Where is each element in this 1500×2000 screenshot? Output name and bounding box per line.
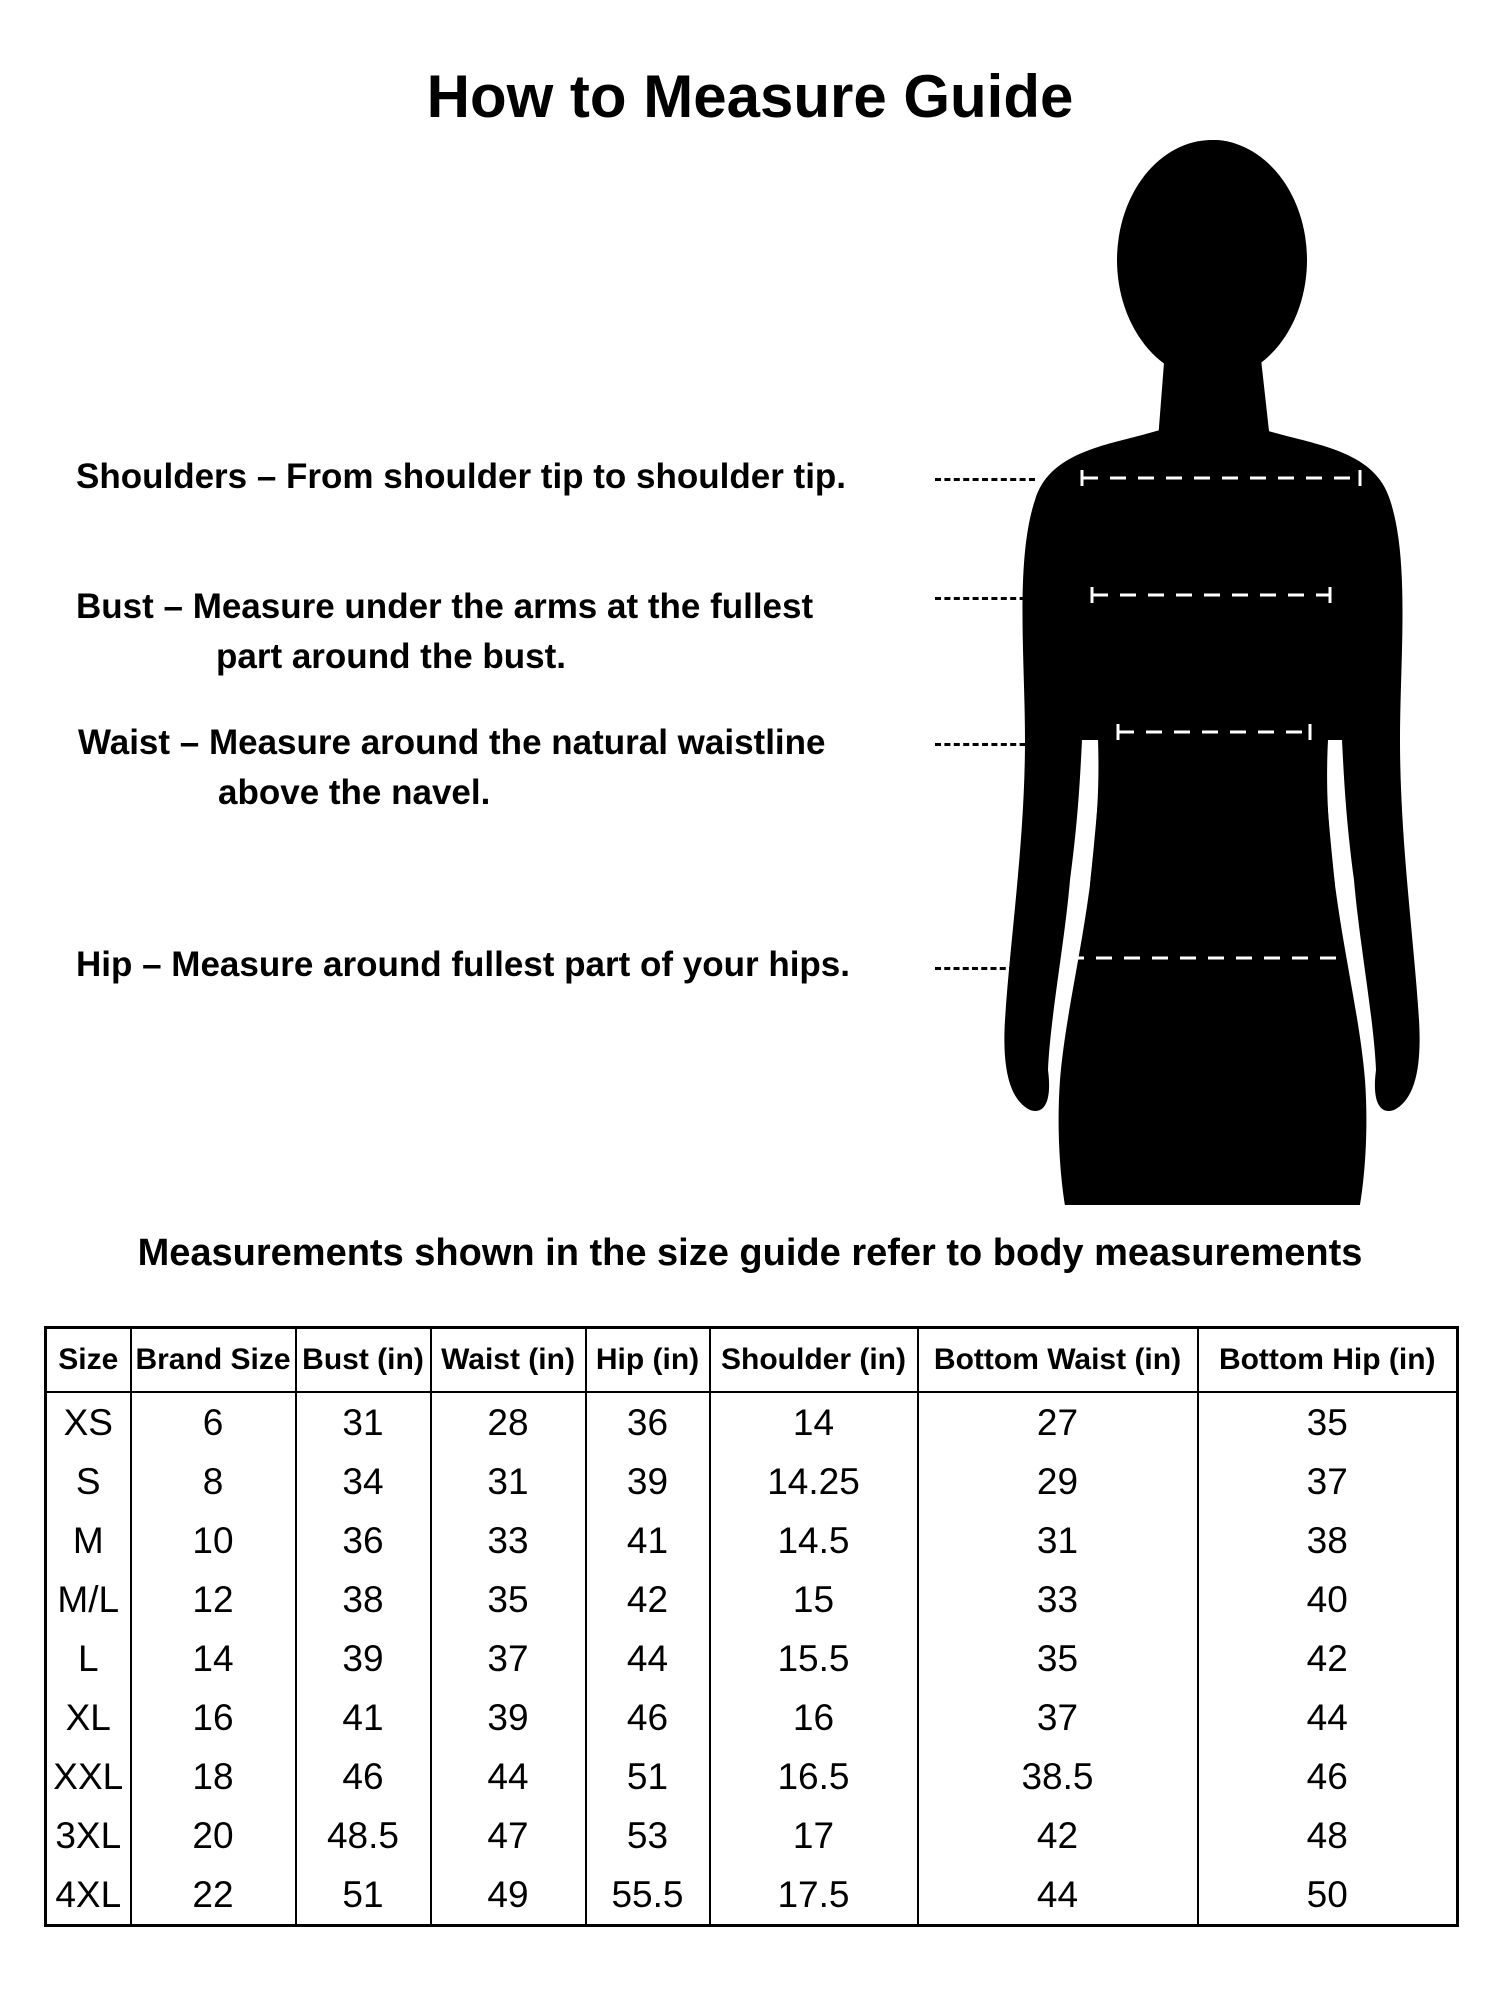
table-row xyxy=(46,1452,1458,1511)
cell-hip: 51 xyxy=(586,1747,710,1806)
cell-size: 3XL xyxy=(46,1806,131,1865)
cell-shoulder: 16.5 xyxy=(710,1747,918,1806)
cell-bottom-waist: 35 xyxy=(918,1629,1198,1688)
header-bottom-hip: Bottom Hip (in) xyxy=(1198,1328,1458,1393)
instruction-bust-text: Bust – Measure under the arms at the fullest xyxy=(76,587,814,626)
header-shoulder: Shoulder (in) xyxy=(710,1328,918,1393)
cell-shoulder: 14.25 xyxy=(710,1452,918,1511)
cell-waist: 31 xyxy=(431,1452,586,1511)
cell-brand-size: 20 xyxy=(131,1806,296,1865)
cell-brand-size: 14 xyxy=(131,1629,296,1688)
cell-waist: 35 xyxy=(431,1570,586,1629)
cell-bust: 41 xyxy=(296,1688,431,1747)
instruction-waist-text-2: above the navel. xyxy=(218,773,491,812)
cell-brand-size: 6 xyxy=(131,1392,296,1452)
table-row xyxy=(46,1629,1458,1688)
cell-shoulder: 16 xyxy=(710,1688,918,1747)
cell-bottom-waist: 38.5 xyxy=(918,1747,1198,1806)
instruction-waist xyxy=(78,718,826,818)
table-row xyxy=(46,1511,1458,1570)
cell-size: S xyxy=(46,1452,131,1511)
cell-bust: 31 xyxy=(296,1392,431,1452)
cell-bottom-hip: 44 xyxy=(1198,1688,1458,1747)
instruction-bust-text-2: part around the bust. xyxy=(216,637,566,676)
cell-waist: 44 xyxy=(431,1747,586,1806)
cell-brand-size: 12 xyxy=(131,1570,296,1629)
cell-brand-size: 10 xyxy=(131,1511,296,1570)
instruction-hip-text: Hip – Measure around fullest part of your hips. xyxy=(76,945,850,984)
cell-size: M/L xyxy=(46,1570,131,1629)
cell-bottom-hip: 50 xyxy=(1198,1865,1458,1926)
cell-bottom-hip: 35 xyxy=(1198,1392,1458,1452)
cell-shoulder: 17 xyxy=(710,1806,918,1865)
instruction-bust xyxy=(76,582,813,682)
cell-bottom-waist: 27 xyxy=(918,1392,1198,1452)
cell-bust: 34 xyxy=(296,1452,431,1511)
cell-waist: 47 xyxy=(431,1806,586,1865)
page-title: How to Measure Guide xyxy=(426,63,1074,130)
instruction-waist-text: Waist – Measure around the natural waistline xyxy=(78,723,826,762)
cell-bottom-waist: 33 xyxy=(918,1570,1198,1629)
cell-size: L xyxy=(46,1629,131,1688)
cell-hip: 46 xyxy=(586,1688,710,1747)
cell-hip: 39 xyxy=(586,1452,710,1511)
table-row xyxy=(46,1570,1458,1629)
cell-bust: 46 xyxy=(296,1747,431,1806)
table-row xyxy=(46,1688,1458,1747)
cell-shoulder: 15.5 xyxy=(710,1629,918,1688)
cell-waist: 33 xyxy=(431,1511,586,1570)
cell-bottom-hip: 48 xyxy=(1198,1806,1458,1865)
cell-bottom-waist: 44 xyxy=(918,1865,1198,1926)
header-bust: Bust (in) xyxy=(296,1328,431,1393)
cell-shoulder: 14 xyxy=(710,1392,918,1452)
cell-bottom-waist: 31 xyxy=(918,1511,1198,1570)
table-row xyxy=(46,1865,1458,1926)
cell-bust: 36 xyxy=(296,1511,431,1570)
cell-shoulder: 17.5 xyxy=(710,1865,918,1926)
table-row xyxy=(46,1806,1458,1865)
cell-bottom-hip: 38 xyxy=(1198,1511,1458,1570)
cell-hip: 41 xyxy=(586,1511,710,1570)
cell-bottom-hip: 42 xyxy=(1198,1629,1458,1688)
cell-size: XXL xyxy=(46,1747,131,1806)
cell-brand-size: 22 xyxy=(131,1865,296,1926)
cell-bottom-waist: 37 xyxy=(918,1688,1198,1747)
cell-bust: 38 xyxy=(296,1570,431,1629)
cell-waist: 39 xyxy=(431,1688,586,1747)
cell-brand-size: 16 xyxy=(131,1688,296,1747)
cell-hip: 53 xyxy=(586,1806,710,1865)
cell-bottom-waist: 42 xyxy=(918,1806,1198,1865)
header-size: Size xyxy=(46,1328,131,1393)
cell-waist: 49 xyxy=(431,1865,586,1926)
size-chart-table xyxy=(44,1326,1459,1927)
cell-bottom-hip: 46 xyxy=(1198,1747,1458,1806)
cell-waist: 28 xyxy=(431,1392,586,1452)
cell-bottom-hip: 40 xyxy=(1198,1570,1458,1629)
cell-bottom-hip: 37 xyxy=(1198,1452,1458,1511)
header-bottom-waist: Bottom Waist (in) xyxy=(918,1328,1198,1393)
table-row xyxy=(46,1747,1458,1806)
cell-size: 4XL xyxy=(46,1865,131,1926)
cell-size: XS xyxy=(46,1392,131,1452)
cell-bust: 48.5 xyxy=(296,1806,431,1865)
cell-bottom-waist: 29 xyxy=(918,1452,1198,1511)
header-brand-size: Brand Size xyxy=(131,1328,296,1393)
cell-shoulder: 15 xyxy=(710,1570,918,1629)
header-waist: Waist (in) xyxy=(431,1328,586,1393)
cell-hip: 55.5 xyxy=(586,1865,710,1926)
size-guide-subtitle: Measurements shown in the size guide refer to body measurements xyxy=(137,1232,1363,1274)
table-header-row xyxy=(46,1328,1458,1393)
cell-waist: 37 xyxy=(431,1629,586,1688)
header-hip: Hip (in) xyxy=(586,1328,710,1393)
instruction-shoulders-text: Shoulders – From shoulder tip to shoulder tip. xyxy=(76,457,847,496)
silhouette-icon xyxy=(1004,140,1419,1205)
cell-bust: 51 xyxy=(296,1865,431,1926)
cell-size: M xyxy=(46,1511,131,1570)
cell-size: XL xyxy=(46,1688,131,1747)
cell-brand-size: 18 xyxy=(131,1747,296,1806)
body-silhouette-figure xyxy=(990,140,1440,1205)
cell-hip: 42 xyxy=(586,1570,710,1629)
instruction-shoulders xyxy=(76,452,846,502)
table-row xyxy=(46,1392,1458,1452)
cell-hip: 36 xyxy=(586,1392,710,1452)
cell-shoulder: 14.5 xyxy=(710,1511,918,1570)
cell-bust: 39 xyxy=(296,1629,431,1688)
instruction-hip xyxy=(76,940,850,990)
cell-hip: 44 xyxy=(586,1629,710,1688)
cell-brand-size: 8 xyxy=(131,1452,296,1511)
